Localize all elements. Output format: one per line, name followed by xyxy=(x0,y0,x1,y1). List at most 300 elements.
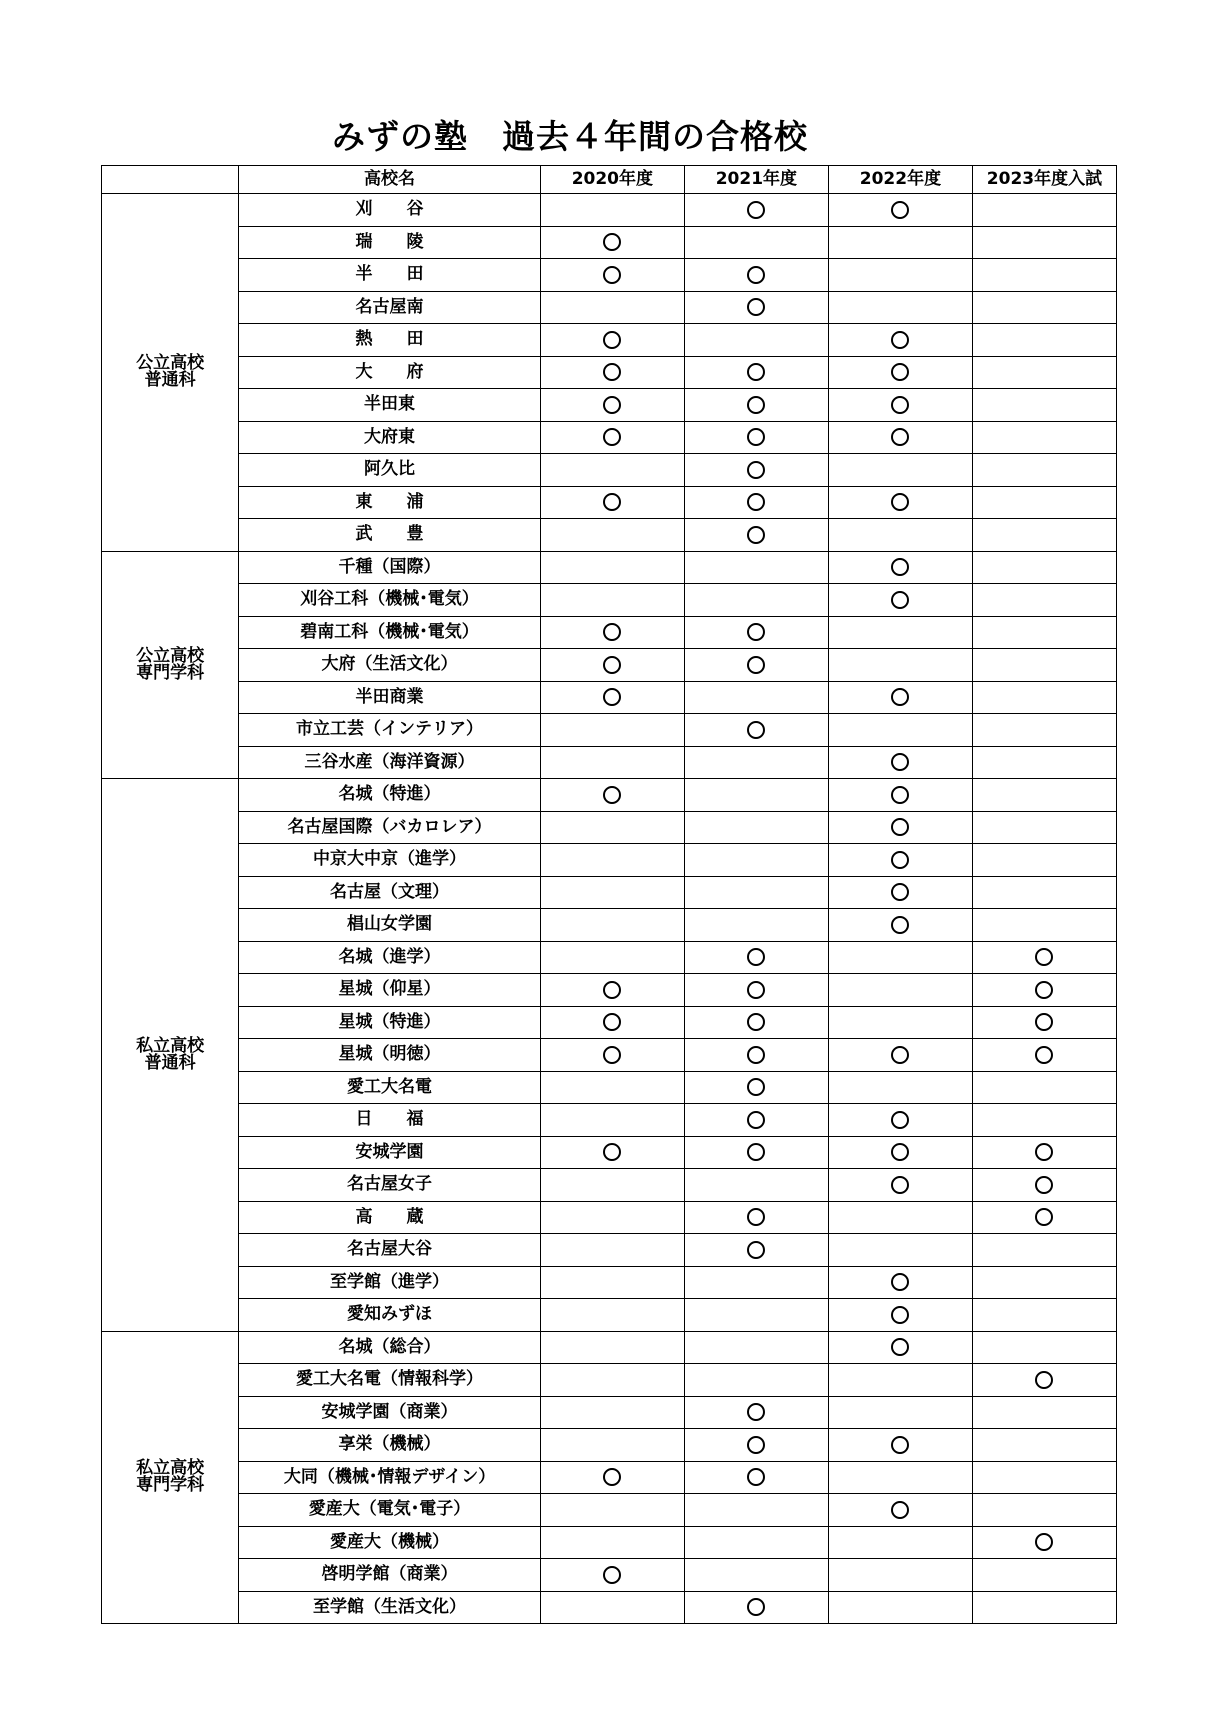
result-cell xyxy=(828,324,972,357)
school-name-cell: 半田商業 xyxy=(239,681,541,714)
result-cell xyxy=(684,1201,828,1234)
table-row xyxy=(102,486,1117,519)
result-cell xyxy=(540,1331,684,1364)
result-cell xyxy=(540,909,684,942)
result-cell xyxy=(972,1006,1116,1039)
result-cell xyxy=(684,454,828,487)
circle-icon xyxy=(747,623,765,641)
table-row xyxy=(102,551,1117,584)
category-label-line: 公立高校 xyxy=(136,645,205,666)
result-cell xyxy=(828,454,972,487)
result-cell xyxy=(972,1104,1116,1137)
result-cell xyxy=(684,974,828,1007)
result-cell xyxy=(684,1039,828,1072)
result-cell xyxy=(540,1364,684,1397)
circle-icon xyxy=(891,883,909,901)
school-name-cell: 熱 田 xyxy=(239,324,541,357)
table-row xyxy=(102,876,1117,909)
circle-icon xyxy=(891,558,909,576)
school-name-cell: 三谷水産（海洋資源） xyxy=(239,746,541,779)
result-cell xyxy=(684,389,828,422)
circle-icon xyxy=(891,1306,909,1324)
result-cell xyxy=(828,226,972,259)
result-cell xyxy=(828,1071,972,1104)
result-cell xyxy=(540,1429,684,1462)
result-cell xyxy=(540,1039,684,1072)
circle-icon xyxy=(1035,981,1053,999)
circle-icon xyxy=(891,1111,909,1129)
result-cell xyxy=(684,226,828,259)
school-name-cell: 名古屋国際（バカロレア） xyxy=(239,811,541,844)
result-cell xyxy=(972,194,1116,227)
school-name-cell: 愛知みずほ xyxy=(239,1299,541,1332)
result-cell xyxy=(972,844,1116,877)
circle-icon xyxy=(603,1468,621,1486)
result-cell xyxy=(828,746,972,779)
result-cell xyxy=(972,1591,1116,1624)
circle-icon xyxy=(1035,1371,1053,1389)
result-cell xyxy=(684,844,828,877)
table-body xyxy=(102,194,1117,1624)
result-cell xyxy=(828,1559,972,1592)
circle-icon xyxy=(891,493,909,511)
table-row xyxy=(102,1201,1117,1234)
result-cell xyxy=(540,324,684,357)
result-cell xyxy=(828,259,972,292)
result-cell xyxy=(828,1201,972,1234)
category-cell xyxy=(102,1331,239,1624)
circle-icon xyxy=(891,1046,909,1064)
result-cell xyxy=(972,1169,1116,1202)
header-school-name: 高校名 xyxy=(239,166,541,194)
result-cell xyxy=(684,324,828,357)
result-cell xyxy=(972,746,1116,779)
category-label-line: 専門学科 xyxy=(136,1475,205,1496)
result-cell xyxy=(684,811,828,844)
result-cell xyxy=(684,551,828,584)
circle-icon xyxy=(603,428,621,446)
result-cell xyxy=(972,616,1116,649)
circle-icon xyxy=(891,916,909,934)
result-cell xyxy=(540,746,684,779)
school-name-cell: 星城（特進） xyxy=(239,1006,541,1039)
result-cell xyxy=(828,1461,972,1494)
result-cell xyxy=(972,974,1116,1007)
result-cell xyxy=(972,779,1116,812)
result-cell xyxy=(972,421,1116,454)
table-row xyxy=(102,941,1117,974)
table-row xyxy=(102,1429,1117,1462)
school-name-cell: 享栄（機械） xyxy=(239,1429,541,1462)
circle-icon xyxy=(747,428,765,446)
circle-icon xyxy=(891,851,909,869)
circle-icon xyxy=(891,688,909,706)
result-cell xyxy=(684,194,828,227)
result-cell xyxy=(684,1006,828,1039)
results-table xyxy=(101,165,1117,1624)
table-row xyxy=(102,1266,1117,1299)
result-cell xyxy=(972,486,1116,519)
school-name-cell: 名古屋南 xyxy=(239,291,541,324)
table-row xyxy=(102,909,1117,942)
circle-icon xyxy=(603,1566,621,1584)
circle-icon xyxy=(747,526,765,544)
result-cell xyxy=(540,1201,684,1234)
result-cell xyxy=(540,616,684,649)
result-cell xyxy=(972,1136,1116,1169)
result-cell xyxy=(540,1136,684,1169)
circle-icon xyxy=(747,298,765,316)
circle-icon xyxy=(747,1078,765,1096)
result-cell xyxy=(540,1461,684,1494)
category-label-line: 専門学科 xyxy=(136,662,205,683)
result-cell xyxy=(972,519,1116,552)
result-cell xyxy=(540,1071,684,1104)
result-cell xyxy=(828,1104,972,1137)
result-cell xyxy=(684,421,828,454)
circle-icon xyxy=(603,1013,621,1031)
result-cell xyxy=(684,714,828,747)
circle-icon xyxy=(747,1013,765,1031)
result-cell xyxy=(540,421,684,454)
circle-icon xyxy=(747,1468,765,1486)
result-cell xyxy=(828,1234,972,1267)
circle-icon xyxy=(603,266,621,284)
result-cell xyxy=(540,389,684,422)
result-cell xyxy=(540,779,684,812)
result-cell xyxy=(972,714,1116,747)
result-cell xyxy=(684,616,828,649)
circle-icon xyxy=(747,1241,765,1259)
result-cell xyxy=(972,1559,1116,1592)
header-year-2022: 2022年度 xyxy=(828,166,972,194)
circle-icon xyxy=(747,948,765,966)
circle-icon xyxy=(603,331,621,349)
table-row xyxy=(102,1104,1117,1137)
result-cell xyxy=(828,1364,972,1397)
result-cell xyxy=(972,681,1116,714)
category-cell xyxy=(102,779,239,1332)
header-row xyxy=(102,166,1117,194)
result-cell xyxy=(828,779,972,812)
result-cell xyxy=(540,519,684,552)
result-cell xyxy=(828,876,972,909)
school-name-cell: 東 浦 xyxy=(239,486,541,519)
result-cell xyxy=(684,259,828,292)
result-cell xyxy=(828,421,972,454)
circle-icon xyxy=(891,818,909,836)
school-name-cell: 名城（特進） xyxy=(239,779,541,812)
result-cell xyxy=(972,584,1116,617)
school-name-cell: 高 蔵 xyxy=(239,1201,541,1234)
circle-icon xyxy=(747,721,765,739)
circle-icon xyxy=(747,656,765,674)
result-cell xyxy=(540,714,684,747)
circle-icon xyxy=(747,396,765,414)
table-row xyxy=(102,1006,1117,1039)
school-name-cell: 刈 谷 xyxy=(239,194,541,227)
result-cell xyxy=(972,226,1116,259)
circle-icon xyxy=(891,428,909,446)
result-cell xyxy=(540,844,684,877)
table-row xyxy=(102,616,1117,649)
result-cell xyxy=(828,1299,972,1332)
result-cell xyxy=(684,1494,828,1527)
result-cell xyxy=(540,1299,684,1332)
school-name-cell: 千種（国際） xyxy=(239,551,541,584)
result-cell xyxy=(540,291,684,324)
result-cell xyxy=(684,649,828,682)
result-cell xyxy=(828,844,972,877)
circle-icon xyxy=(747,461,765,479)
school-name-cell: 名城（総合） xyxy=(239,1331,541,1364)
table-row xyxy=(102,584,1117,617)
result-cell xyxy=(828,714,972,747)
circle-icon xyxy=(1035,1533,1053,1551)
circle-icon xyxy=(747,363,765,381)
result-cell xyxy=(972,1266,1116,1299)
result-cell xyxy=(684,1331,828,1364)
category-label-line: 私立高校 xyxy=(136,1458,205,1479)
table-row xyxy=(102,1494,1117,1527)
school-name-cell: 星城（仰星） xyxy=(239,974,541,1007)
table-row xyxy=(102,226,1117,259)
school-name-cell: 半田東 xyxy=(239,389,541,422)
circle-icon xyxy=(747,201,765,219)
school-name-cell: 武 豊 xyxy=(239,519,541,552)
result-cell xyxy=(828,1266,972,1299)
table-row xyxy=(102,324,1117,357)
school-name-cell: 日 福 xyxy=(239,1104,541,1137)
result-cell xyxy=(972,259,1116,292)
result-cell xyxy=(828,291,972,324)
result-cell xyxy=(972,551,1116,584)
result-cell xyxy=(828,1136,972,1169)
circle-icon xyxy=(747,1436,765,1454)
table-row xyxy=(102,1526,1117,1559)
result-cell xyxy=(828,194,972,227)
circle-icon xyxy=(891,1501,909,1519)
school-name-cell: 至学館（生活文化） xyxy=(239,1591,541,1624)
header-year-2023: 2023年度入試 xyxy=(972,166,1116,194)
result-cell xyxy=(828,1494,972,1527)
result-cell xyxy=(540,1494,684,1527)
category-label-line: 普通科 xyxy=(144,1052,196,1073)
header-category xyxy=(102,166,239,194)
circle-icon xyxy=(747,981,765,999)
circle-icon xyxy=(747,266,765,284)
result-cell xyxy=(684,1104,828,1137)
result-cell xyxy=(972,324,1116,357)
result-cell xyxy=(540,259,684,292)
result-cell xyxy=(684,1299,828,1332)
circle-icon xyxy=(603,688,621,706)
school-name-cell: 椙山女学園 xyxy=(239,909,541,942)
table-row xyxy=(102,811,1117,844)
circle-icon xyxy=(747,1111,765,1129)
table-row xyxy=(102,1461,1117,1494)
result-cell xyxy=(828,519,972,552)
result-cell xyxy=(684,291,828,324)
result-cell xyxy=(540,584,684,617)
circle-icon xyxy=(747,1403,765,1421)
school-name-cell: 名古屋大谷 xyxy=(239,1234,541,1267)
result-cell xyxy=(540,811,684,844)
table-row xyxy=(102,1169,1117,1202)
result-cell xyxy=(972,1234,1116,1267)
circle-icon xyxy=(603,786,621,804)
result-cell xyxy=(828,941,972,974)
result-cell xyxy=(684,1364,828,1397)
school-name-cell: 大府東 xyxy=(239,421,541,454)
school-name-cell: 半 田 xyxy=(239,259,541,292)
result-cell xyxy=(540,876,684,909)
table-row xyxy=(102,1039,1117,1072)
result-cell xyxy=(540,649,684,682)
circle-icon xyxy=(603,493,621,511)
result-cell xyxy=(684,681,828,714)
circle-icon xyxy=(891,1143,909,1161)
table-row xyxy=(102,356,1117,389)
result-cell xyxy=(540,1526,684,1559)
result-cell xyxy=(540,1234,684,1267)
result-cell xyxy=(972,649,1116,682)
result-cell xyxy=(684,1396,828,1429)
table-row xyxy=(102,259,1117,292)
result-cell xyxy=(684,486,828,519)
result-cell xyxy=(540,551,684,584)
result-cell xyxy=(972,1429,1116,1462)
circle-icon xyxy=(1035,1208,1053,1226)
result-cell xyxy=(972,1364,1116,1397)
circle-icon xyxy=(603,623,621,641)
result-cell xyxy=(540,1559,684,1592)
result-cell xyxy=(540,1266,684,1299)
school-name-cell: 名古屋（文理） xyxy=(239,876,541,909)
circle-icon xyxy=(603,656,621,674)
result-cell xyxy=(828,1039,972,1072)
result-cell xyxy=(540,454,684,487)
result-cell xyxy=(684,1526,828,1559)
school-name-cell: 市立工芸（インテリア） xyxy=(239,714,541,747)
table-row xyxy=(102,1299,1117,1332)
school-name-cell: 至学館（進学） xyxy=(239,1266,541,1299)
result-cell xyxy=(972,1201,1116,1234)
circle-icon xyxy=(891,1273,909,1291)
result-cell xyxy=(828,1429,972,1462)
table-row xyxy=(102,1591,1117,1624)
result-cell xyxy=(972,909,1116,942)
table-row xyxy=(102,1234,1117,1267)
circle-icon xyxy=(891,753,909,771)
result-cell xyxy=(972,291,1116,324)
circle-icon xyxy=(891,591,909,609)
table-header xyxy=(102,166,1117,194)
school-name-cell: 啓明学館（商業） xyxy=(239,1559,541,1592)
table-row xyxy=(102,746,1117,779)
result-cell xyxy=(972,1039,1116,1072)
table-row xyxy=(102,389,1117,422)
result-cell xyxy=(684,1429,828,1462)
circle-icon xyxy=(1035,1013,1053,1031)
result-cell xyxy=(972,1299,1116,1332)
result-cell xyxy=(684,519,828,552)
table-row xyxy=(102,1071,1117,1104)
category-cell xyxy=(102,194,239,552)
result-cell xyxy=(828,681,972,714)
result-cell xyxy=(684,584,828,617)
result-cell xyxy=(828,1591,972,1624)
result-cell xyxy=(540,226,684,259)
page-title: みずの塾 過去４年間の合格校 xyxy=(332,117,808,156)
circle-icon xyxy=(603,1046,621,1064)
school-name-cell: 碧南工科（機械･電気） xyxy=(239,616,541,649)
result-cell xyxy=(972,1494,1116,1527)
school-name-cell: 安城学園（商業） xyxy=(239,1396,541,1429)
school-name-cell: 阿久比 xyxy=(239,454,541,487)
result-cell xyxy=(540,486,684,519)
school-name-cell: 名古屋女子 xyxy=(239,1169,541,1202)
table-row xyxy=(102,681,1117,714)
table-row xyxy=(102,779,1117,812)
result-cell xyxy=(972,356,1116,389)
table-row xyxy=(102,844,1117,877)
table-row xyxy=(102,974,1117,1007)
result-cell xyxy=(684,1169,828,1202)
category-label-line: 私立高校 xyxy=(136,1035,205,1056)
result-cell xyxy=(972,1461,1116,1494)
result-cell xyxy=(828,356,972,389)
result-cell xyxy=(684,746,828,779)
circle-icon xyxy=(1035,1143,1053,1161)
category-cell xyxy=(102,551,239,779)
result-cell xyxy=(828,616,972,649)
school-name-cell: 星城（明徳） xyxy=(239,1039,541,1072)
table-row xyxy=(102,714,1117,747)
result-cell xyxy=(684,1461,828,1494)
result-cell xyxy=(684,1136,828,1169)
circle-icon xyxy=(603,233,621,251)
school-name-cell: 名城（進学） xyxy=(239,941,541,974)
result-cell xyxy=(828,486,972,519)
result-cell xyxy=(828,649,972,682)
school-name-cell: 愛産大（電気･電子） xyxy=(239,1494,541,1527)
circle-icon xyxy=(891,396,909,414)
result-cell xyxy=(828,584,972,617)
result-cell xyxy=(972,941,1116,974)
table-row xyxy=(102,421,1117,454)
circle-icon xyxy=(747,1143,765,1161)
result-cell xyxy=(684,1591,828,1624)
school-name-cell: 愛工大名電 xyxy=(239,1071,541,1104)
result-cell xyxy=(972,1331,1116,1364)
result-cell xyxy=(540,941,684,974)
result-cell xyxy=(972,1526,1116,1559)
result-cell xyxy=(540,1104,684,1137)
result-cell xyxy=(828,1331,972,1364)
circle-icon xyxy=(1035,948,1053,966)
circle-icon xyxy=(891,363,909,381)
table-row xyxy=(102,194,1117,227)
result-cell xyxy=(684,1266,828,1299)
school-name-cell: 大同（機械･情報デザイン） xyxy=(239,1461,541,1494)
table-row xyxy=(102,291,1117,324)
result-cell xyxy=(828,1526,972,1559)
circle-icon xyxy=(603,1143,621,1161)
circle-icon xyxy=(891,1338,909,1356)
circle-icon xyxy=(891,1436,909,1454)
header-year-2020: 2020年度 xyxy=(540,166,684,194)
